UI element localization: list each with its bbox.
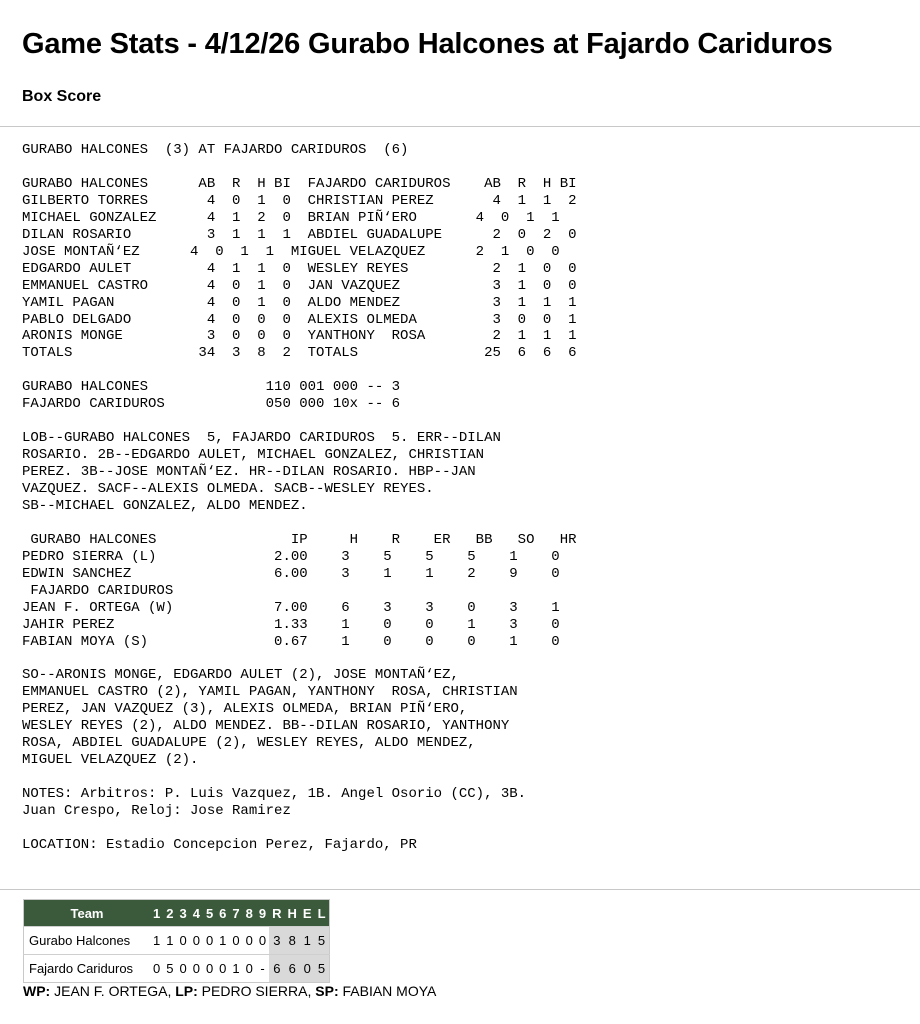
inning-score: 0 xyxy=(216,955,229,983)
box-score-line: FAJARDO CARIDUROS xyxy=(22,582,174,599)
box-score-line: JEAN F. ORTEGA (W) 7.00 6 3 3 0 3 1 xyxy=(22,599,560,616)
box-score-line: GURABO HALCONES (3) AT FAJARDO CARIDUROS (6) xyxy=(22,142,409,158)
box-score-line: EDGARDO AULET 4 1 1 0 WESLEY REYES 2 1 0 0 xyxy=(22,260,577,277)
column-header: L xyxy=(315,900,329,927)
box-score-line: MIGUEL VELAZQUEZ (2). xyxy=(22,752,199,769)
total-score: 1 xyxy=(300,927,315,955)
winning-pitcher: JEAN F. ORTEGA xyxy=(54,983,168,999)
team-name: Fajardo Cariduros xyxy=(24,955,151,983)
box-score-line: PEREZ, JAN VAZQUEZ (3), ALEXIS OLMEDA, BRIAN PIÑ‘ERO, xyxy=(22,701,468,718)
box-score-line: ROSA, ABDIEL GUADALUPE (2), WESLEY REYES, ALDO MENDEZ, xyxy=(22,735,476,752)
box-score-line xyxy=(22,362,577,379)
column-header: 4 xyxy=(190,900,203,927)
total-score: 3 xyxy=(269,927,284,955)
inning-score: 0 xyxy=(176,955,189,983)
box-score-line: GURABO HALCONES IP H R ER BB SO HR xyxy=(22,531,577,548)
inning-score: 1 xyxy=(163,927,176,955)
save-pitcher: FABIAN MOYA xyxy=(342,983,437,999)
box-score-line xyxy=(22,769,577,786)
total-score: 6 xyxy=(285,955,300,983)
inning-score: 1 xyxy=(229,955,242,983)
box-score-line: TOTALS 34 3 8 2 TOTALS 25 6 6 6 xyxy=(22,345,577,362)
total-score: 8 xyxy=(285,927,300,955)
column-header: 1 xyxy=(150,900,163,927)
inning-score: 0 xyxy=(203,927,216,955)
total-score: 6 xyxy=(269,955,284,983)
line-score-row xyxy=(24,927,330,955)
inning-score: 1 xyxy=(216,927,229,955)
box-score-line: FAJARDO CARIDUROS 050 000 10x -- 6 xyxy=(22,396,401,413)
box-score-line: SO--ARONIS MONGE, EDGARDO AULET (2), JOSE MONTAÑ‘EZ, xyxy=(22,667,459,684)
inning-score: 1 xyxy=(150,927,163,955)
losing-pitcher: PEDRO SIERRA xyxy=(201,983,308,999)
column-header: 6 xyxy=(216,900,229,927)
column-header: 7 xyxy=(229,900,242,927)
column-header: 8 xyxy=(243,900,256,927)
total-score: 5 xyxy=(315,955,329,983)
inning-score: 0 xyxy=(243,955,256,983)
total-score: 5 xyxy=(315,927,329,955)
box-score-line: VAZQUEZ. SACF--ALEXIS OLMEDA. SACB--WESLEY REYES. xyxy=(22,481,434,498)
box-score-line: Juan Crespo, Reloj: Jose Ramirez xyxy=(22,803,291,820)
inning-score: 0 xyxy=(150,955,163,983)
box-score-line xyxy=(22,651,577,668)
box-score-line: NOTES: Arbitros: P. Luis Vazquez, 1B. Angel Osorio (CC), 3B. xyxy=(22,786,527,803)
pitching-decisions: WP: JEAN F. ORTEGA, LP: PEDRO SIERRA, SP: FABIAN MOYA xyxy=(23,983,437,999)
box-score-line: GURABO HALCONES 110 001 000 -- 3 xyxy=(22,379,401,396)
box-score-line: ROSARIO. 2B--EDGARDO AULET, MICHAEL GONZALEZ, CHRISTIAN xyxy=(22,447,485,464)
box-score-line: SB--MICHAEL GONZALEZ, ALDO MENDEZ. xyxy=(22,497,308,514)
box-score-line: EMMANUEL CASTRO (2), YAMIL PAGAN, YANTHONY ROSA, CHRISTIAN xyxy=(22,684,518,701)
inning-score: 0 xyxy=(203,955,216,983)
section-subtitle: Box Score xyxy=(22,88,102,105)
page-title: Game Stats - 4/12/26 Gurabo Halcones at Fajardo Cariduros xyxy=(22,28,833,60)
line-score-row xyxy=(24,955,330,983)
box-score-line: WESLEY REYES (2), ALDO MENDEZ. BB--DILAN ROSARIO, YANTHONY xyxy=(22,718,510,735)
box-score-text xyxy=(22,142,577,854)
total-score: 0 xyxy=(300,955,315,983)
column-header: 2 xyxy=(163,900,176,927)
box-score-line: DILAN ROSARIO 3 1 1 1 ABDIEL GUADALUPE 2 0 2 0 xyxy=(22,226,577,243)
box-score-line: JAHIR PEREZ 1.33 1 0 0 1 3 0 xyxy=(22,616,560,633)
box-score-line xyxy=(22,515,577,532)
box-score-line: LOCATION: Estadio Concepcion Perez, Fajardo, PR xyxy=(22,836,417,853)
inning-score: 5 xyxy=(163,955,176,983)
box-score-line: MICHAEL GONZALEZ 4 1 2 0 BRIAN PIÑ‘ERO 4 0 1 1 xyxy=(22,209,560,226)
box-score-line xyxy=(22,820,577,837)
column-header: 3 xyxy=(176,900,189,927)
team-column-header: Team xyxy=(24,900,151,927)
inning-score: 0 xyxy=(190,927,203,955)
column-header: E xyxy=(300,900,315,927)
box-score-line: PEDRO SIERRA (L) 2.00 3 5 5 5 1 0 xyxy=(22,548,560,565)
wp-label: WP: xyxy=(23,983,51,999)
inning-score: 0 xyxy=(229,927,242,955)
top-divider xyxy=(0,126,920,127)
box-score-line: GURABO HALCONES AB R H BI FAJARDO CARIDUROS AB R H BI xyxy=(22,175,577,192)
column-header: 9 xyxy=(256,900,269,927)
line-score-header-row xyxy=(24,900,330,927)
box-score-line: PEREZ. 3B--JOSE MONTAÑ‘EZ. HR--DILAN ROSARIO. HBP--JAN xyxy=(22,464,476,481)
box-score-line: FABIAN MOYA (S) 0.67 1 0 0 0 1 0 xyxy=(22,633,560,650)
sp-label: SP: xyxy=(315,983,339,999)
column-header: H xyxy=(285,900,300,927)
box-score-line: PABLO DELGADO 4 0 0 0 ALEXIS OLMEDA 3 0 0 1 xyxy=(22,311,577,328)
box-score-line: LOB--GURABO HALCONES 5, FAJARDO CARIDUROS 5. ERR--DILAN xyxy=(22,430,501,447)
inning-score: 0 xyxy=(190,955,203,983)
column-header: R xyxy=(269,900,284,927)
box-score-line: YAMIL PAGAN 4 0 1 0 ALDO MENDEZ 3 1 1 1 xyxy=(22,294,577,311)
inning-score: 0 xyxy=(243,927,256,955)
box-score-line: GILBERTO TORRES 4 0 1 0 CHRISTIAN PEREZ 4 1 1 2 xyxy=(22,192,577,209)
lp-label: LP: xyxy=(175,983,198,999)
inning-score: 0 xyxy=(176,927,189,955)
box-score-line xyxy=(22,159,577,176)
team-name: Gurabo Halcones xyxy=(24,927,151,955)
box-score-line: JOSE MONTAÑ‘EZ 4 0 1 1 MIGUEL VELAZQUEZ 2 1 0 0 xyxy=(22,243,560,260)
bottom-divider xyxy=(0,889,920,890)
inning-score: - xyxy=(256,955,269,983)
box-score-line: EMMANUEL CASTRO 4 0 1 0 JAN VAZQUEZ 3 1 0 0 xyxy=(22,277,577,294)
box-score-line: EDWIN SANCHEZ 6.00 3 1 1 2 9 0 xyxy=(22,565,560,582)
box-score-line xyxy=(22,413,577,430)
box-score-line: ARONIS MONGE 3 0 0 0 YANTHONY ROSA 2 1 1 1 xyxy=(22,328,577,345)
inning-score: 0 xyxy=(256,927,269,955)
column-header: 5 xyxy=(203,900,216,927)
line-score-table xyxy=(23,899,330,983)
